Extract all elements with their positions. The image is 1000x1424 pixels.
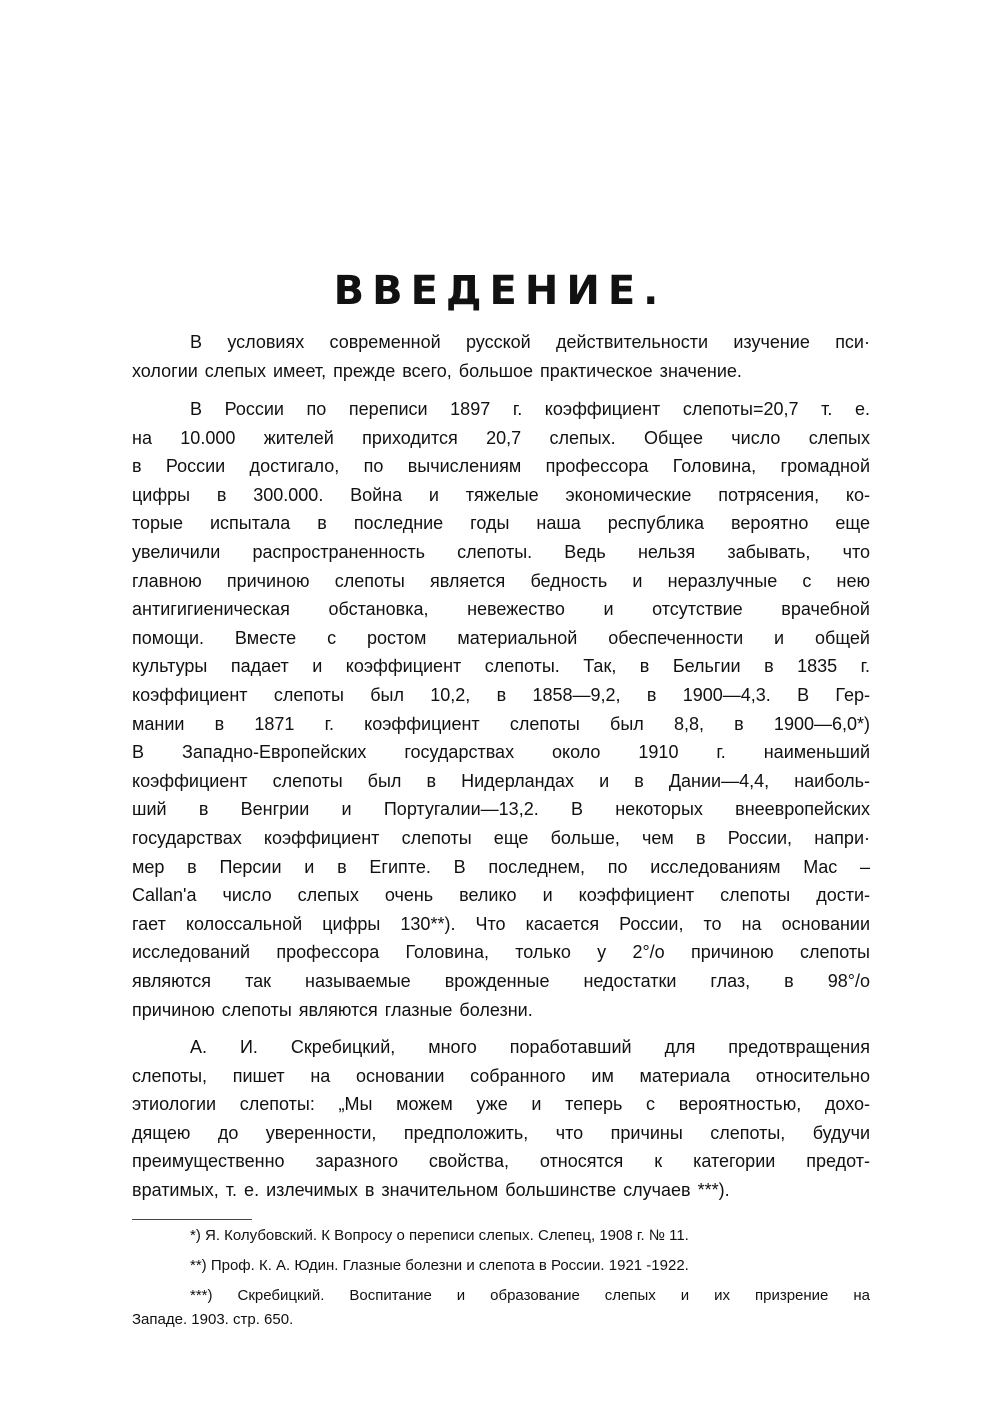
footnote: **) Проф. К. А. Юдин. Глазные болезни и слепота в России. 1921 -1922. [190, 1257, 689, 1274]
paragraph-line: в России достигало, по вычислениям профессора Головина, громадной [132, 456, 870, 477]
footnote: *) Я. Колубовский. К Вопросу о переписи слепых. Слепец, 1908 г. № 11. [190, 1227, 689, 1244]
paragraph-line: мании в 1871 г. коэффициент слепоты был 8,8, в 1900—6,0*) [132, 713, 870, 734]
paragraph-line: вратимых, т. е. излечимых в значительном большинстве случаев ***). [132, 1180, 730, 1200]
paragraph-line: гает колоссальной цифры 130**). Что касается России, то на основании [132, 913, 870, 934]
paragraph-line: цифры в 300.000. Война и тяжелые экономические потрясения, ко- [132, 484, 870, 505]
paragraph-line: главною причиною слепоты является бедность и неразлучные с нею [132, 570, 870, 591]
paragraph-line: являются так называемые врожденные недостатки глаз, в 98°/о [132, 971, 870, 991]
paragraph-line: слепоты, пишет на основании собранного им материала относительно [132, 1065, 870, 1086]
paragraph-line: причиною слепоты являются глазные болезни. [132, 999, 533, 1020]
footnote: ***) Скребицкий. Воспитание и образование слепых и их призрение на [190, 1287, 870, 1304]
footnote-divider [132, 1219, 252, 1220]
paragraph-line: этиологии слепоты: „Мы можем уже и теперь с вероятностью, дохо- [132, 1094, 870, 1115]
paragraph-line: антигигиеническая обстановка, невежество и отсутствие врачебной [132, 599, 870, 620]
paragraph-line: преимущественно заразного свойства, относятся к категории предот- [132, 1151, 870, 1172]
paragraph-line: В условиях современной русской действительности изучение пси· [190, 332, 870, 352]
paragraph-line: хологии слепых имеет, прежде всего, большое практическое значение. [132, 360, 742, 381]
paragraph-line: коэффициент слепоты был в Нидерландах и в Дании—4,4, наиболь- [132, 770, 870, 791]
paragraph-line: В Западно-Европейских государствах около 1910 г. наименьший [132, 742, 870, 763]
paragraph-line: на 10.000 жителей приходится 20,7 слепых. Общее число слепых [132, 427, 870, 448]
paragraph-line: А. И. Скребицкий, много поработавший для предотвращения [190, 1037, 870, 1057]
paragraph-line: Callan'a число слепых очень велико и коэффициент слепоты дости- [132, 885, 870, 906]
paragraph-line: торые испытала в последние годы наша республика вероятно еще [132, 513, 870, 534]
paragraph-line: государствах коэффициент слепоты еще больше, чем в России, напри· [132, 828, 870, 848]
paragraph-line: увеличили распространенность слепоты. Ведь нельзя забывать, что [132, 542, 870, 562]
paragraph-line: дящею до уверенности, предположить, что причины слепоты, будучи [132, 1122, 870, 1143]
footnote: Западе. 1903. стр. 650. [132, 1311, 294, 1328]
paragraph-line: коэффициент слепоты был 10,2, в 1858—9,2, в 1900—4,3. В Гер- [132, 685, 870, 705]
paragraph-line: В России по переписи 1897 г. коэффициент слепоты=20,7 т. е. [190, 399, 870, 419]
paragraph-line: мер в Персии и в Египте. В последнем, по исследованиям Mac – [132, 856, 870, 877]
page-title: ВВЕДЕНИЕ. [333, 268, 667, 314]
paragraph-line: помощи. Вместе с ростом материальной обеспеченности и общей [132, 627, 870, 648]
paragraph-line: культуры падает и коэффициент слепоты. Так, в Бельгии в 1835 г. [132, 656, 870, 677]
paragraph-line: исследований профессора Головина, только у 2°/о причиною слепоты [132, 942, 870, 963]
paragraph-line: ший в Венгрии и Португалии—13,2. В некоторых внеевропейских [132, 799, 870, 820]
